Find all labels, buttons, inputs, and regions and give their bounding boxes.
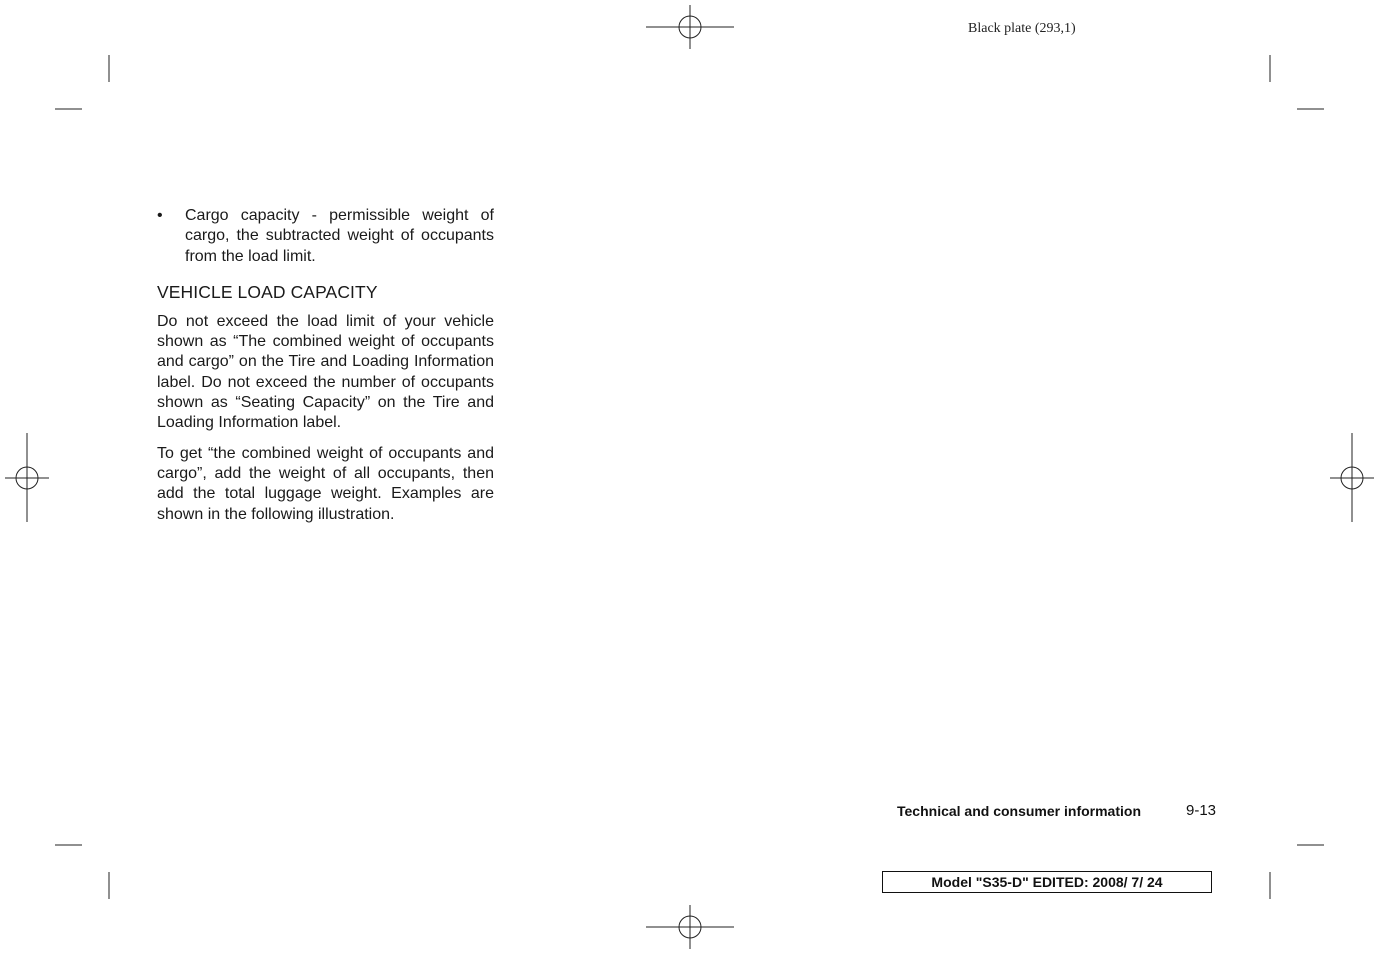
crop-mark-bottom-left bbox=[55, 845, 109, 899]
plate-label: Black plate (293,1) bbox=[968, 21, 1076, 36]
crop-mark-bottom-right bbox=[1270, 845, 1324, 899]
model-edited-box: Model "S35-D" EDITED: 2008/ 7/ 24 bbox=[882, 871, 1212, 893]
registration-mark-top bbox=[646, 5, 734, 49]
section-heading: VEHICLE LOAD CAPACITY bbox=[157, 281, 378, 302]
crop-mark-top-right bbox=[1270, 55, 1324, 109]
footer-section-title: Technical and consumer information bbox=[897, 803, 1142, 819]
crop-mark-top-left bbox=[55, 55, 109, 109]
paragraph-load-limit: Do not exceed the load limit of your vehicle shown as “The combined weight of occupants and cargo” on the Tire and Loading Information label. Do not exceed the number of occupants shown as “Seating Capacity” on the Tire and Loading Information label. bbox=[157, 312, 494, 432]
bullet-text: Cargo capacity - permissible weight of cargo, the subtracted weight of occupants from the load limit. bbox=[185, 207, 494, 265]
registration-mark-left bbox=[5, 433, 49, 522]
text-column bbox=[157, 206, 494, 535]
page-number: 9-13 bbox=[1186, 802, 1217, 819]
bullet-dot-icon: • bbox=[157, 207, 163, 224]
registration-mark-bottom bbox=[646, 905, 734, 949]
bullet-item bbox=[157, 206, 494, 267]
paragraph-combined-weight: To get “the combined weight of occupants and cargo”, add the weight of all occupants, then add the total luggage weight. Examples are shown in the following illustration. bbox=[157, 444, 494, 523]
registration-mark-right bbox=[1330, 433, 1374, 522]
